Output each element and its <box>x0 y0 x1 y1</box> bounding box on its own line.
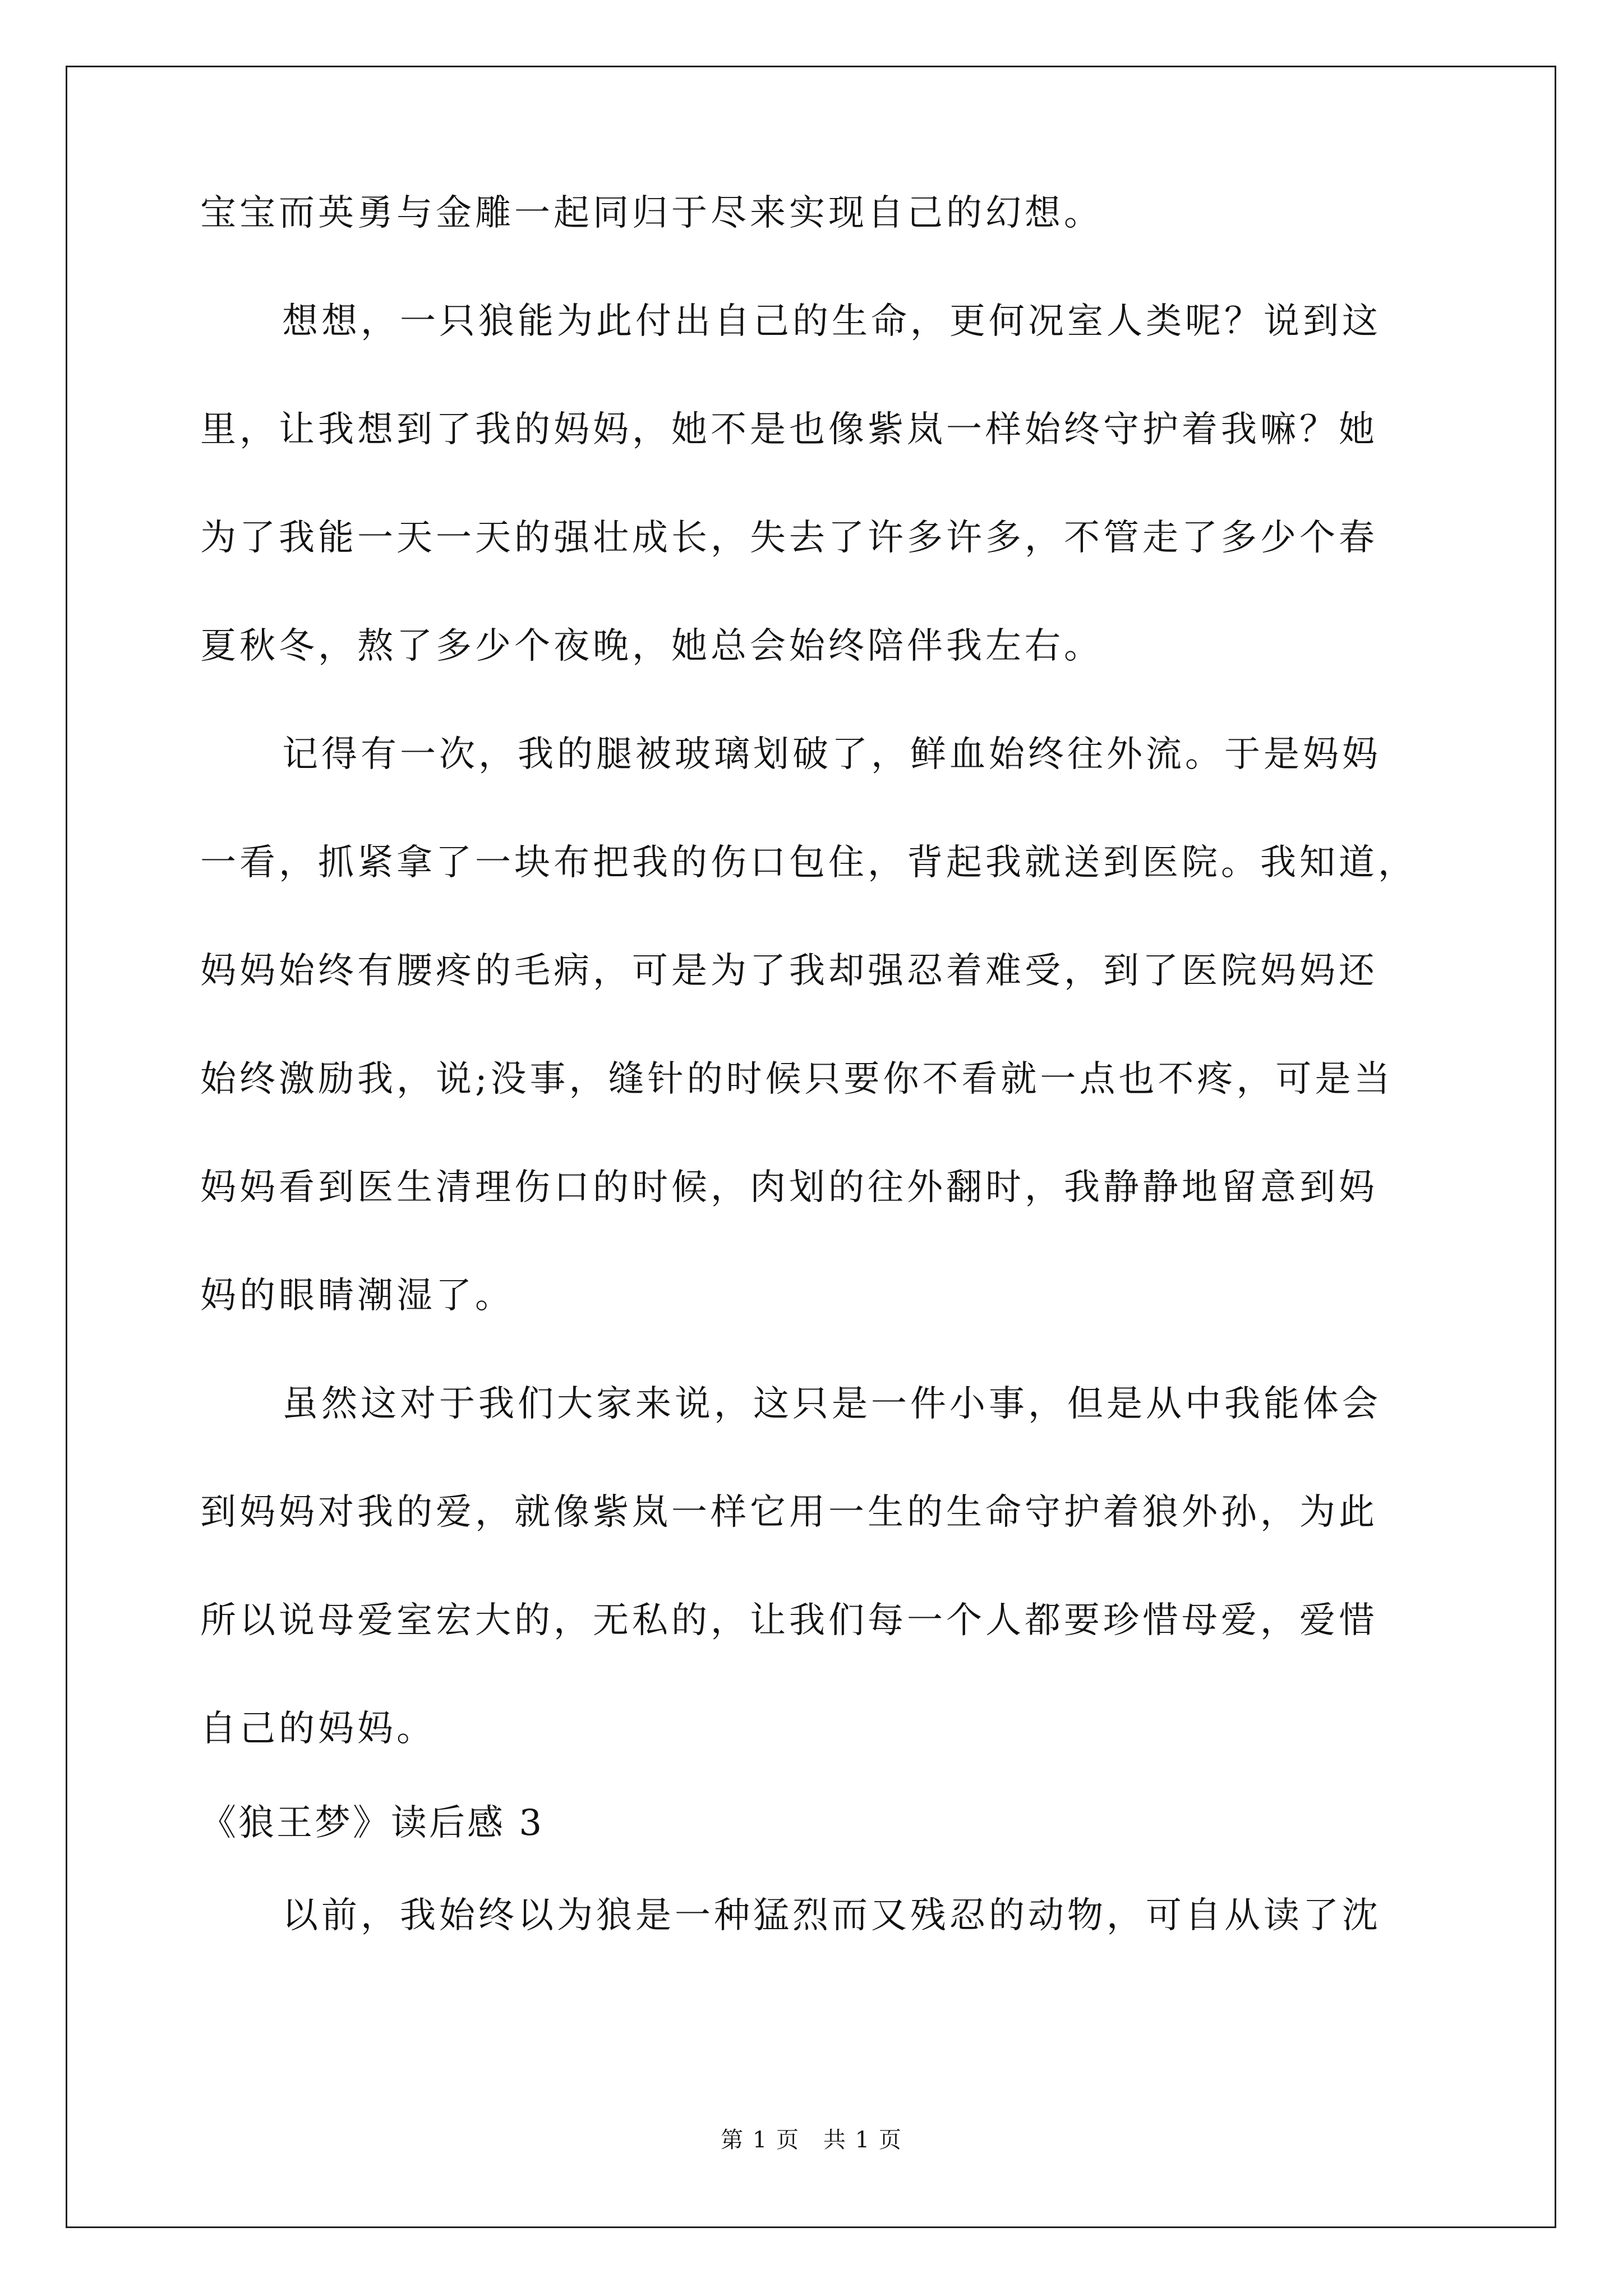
text-line: 宝宝而英勇与金雕一起同归于尽来实现自己的幻想。 <box>200 192 1103 234</box>
text-line: 所以说母爱室宏大的，无私的，让我们每一个人都要珍惜母爱，爱惜 <box>200 1600 1378 1641</box>
text-line: 里，让我想到了我的妈妈，她不是也像紫岚一样始终守护着我嘛？她 <box>200 409 1378 450</box>
text-line: 一看，抓紧拿了一块布把我的伤口包住，背起我就送到医院。我知道， <box>200 842 1417 884</box>
page-footer: 第 1 页 共 1 页 <box>721 2127 902 2153</box>
text-line: 为了我能一天一天的强壮成长，失去了许多许多，不管走了多少个春 <box>200 517 1378 559</box>
text-line: 记得有一次，我的腿被玻璃划破了，鲜血始终往外流。于是妈妈 <box>282 734 1381 775</box>
text-line: 妈妈看到医生清理伤口的时候，肉划的往外翻时，我静静地留意到妈 <box>200 1167 1378 1208</box>
text-line: 自己的妈妈。 <box>200 1708 436 1750</box>
text-line: 以前，我始终以为狼是一种猛烈而又残忍的动物，可自从读了沈 <box>282 1895 1381 1936</box>
text-line: 妈的眼睛潮湿了。 <box>200 1275 514 1317</box>
section-heading: 《狼王梦》读后感 3 <box>200 1802 545 1844</box>
text-line: 妈妈始终有腰疼的毛病，可是为了我却强忍着难受，到了医院妈妈还 <box>200 950 1378 992</box>
text-line: 虽然这对于我们大家来说，这只是一件小事，但是从中我能体会 <box>282 1383 1381 1425</box>
text-line: 夏秋冬，熬了多少个夜晚，她总会始终陪伴我左右。 <box>200 625 1103 667</box>
text-line: 想想，一只狼能为此付出自己的生命，更何况室人类呢？说到这 <box>282 301 1381 342</box>
text-line: 到妈妈对我的爱，就像紫岚一样它用一生的生命守护着狼外孙，为此 <box>200 1492 1378 1533</box>
text-line: 始终激励我，说;没事，缝针的时候只要你不看就一点也不疼，可是当 <box>200 1059 1394 1100</box>
